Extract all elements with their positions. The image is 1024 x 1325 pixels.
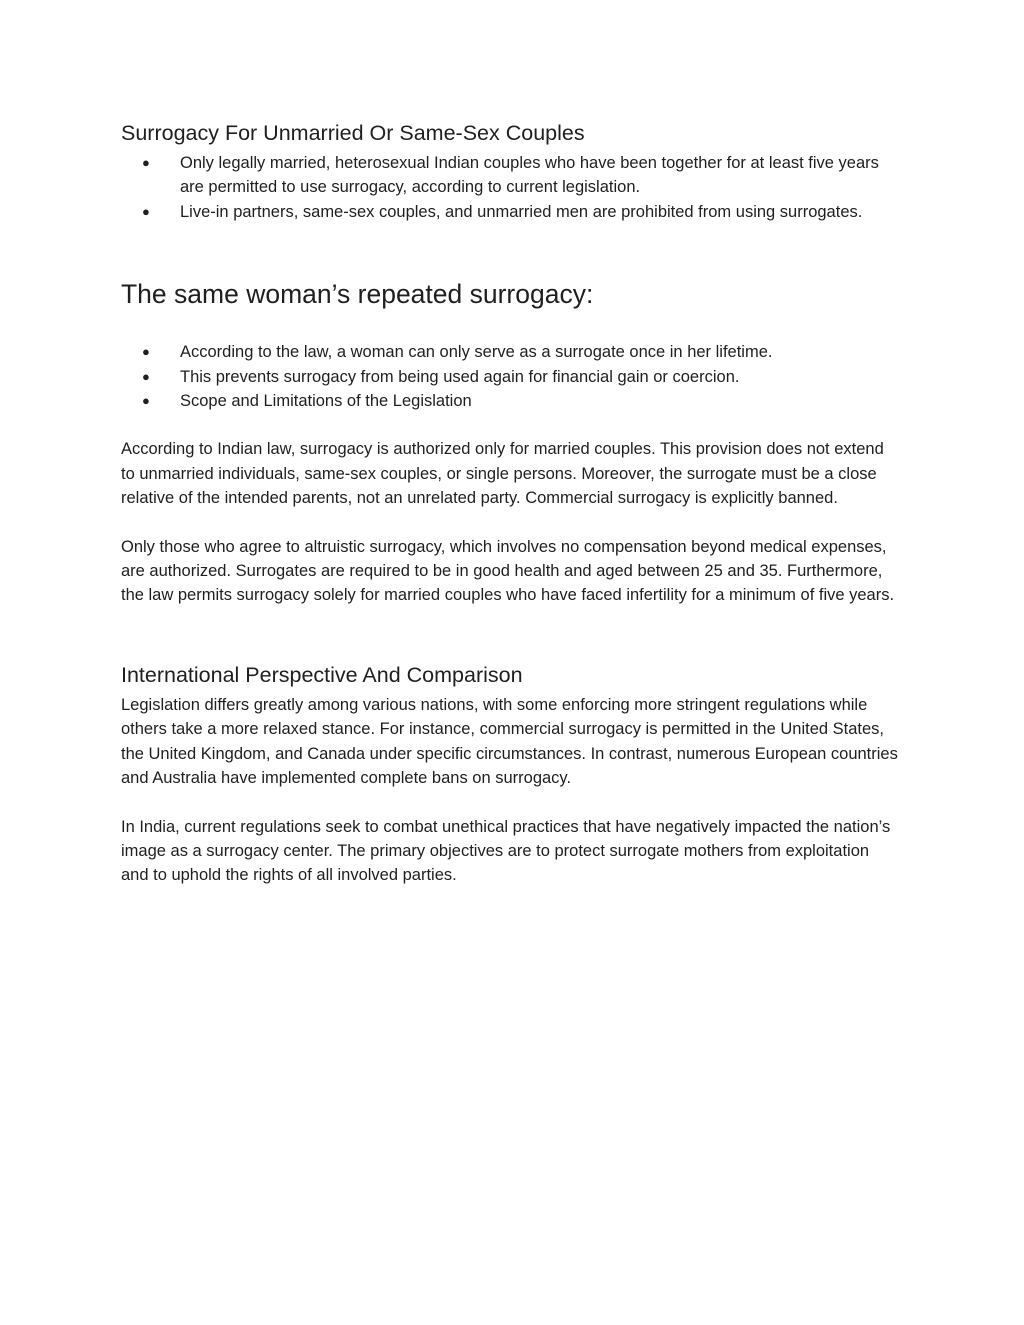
bullet-list-repeated xyxy=(121,340,901,413)
list-item: ● Scope and Limitations of the Legislation xyxy=(121,389,901,413)
document-page xyxy=(121,118,901,888)
section-heading-repeated-surrogacy: The same woman’s repeated surrogacy: xyxy=(121,279,594,310)
bullet-list-unmarried xyxy=(121,151,901,224)
paragraph-india-regulations: In India, current regulations seek to combat unethical practices that have negatively impacted the nation’s image as a surrogacy center. The primary objectives are to protect surrogate mothers from exploitation and to uphold the rights of all involved parties. xyxy=(121,817,891,885)
list-item: ● Only legally married, heterosexual Indian couples who have been together for at least five years are permitted to use surrogacy, according to current legislation. xyxy=(121,151,901,200)
bullet-icon: ● xyxy=(142,368,150,384)
section-heading-unmarried-same-sex: Surrogacy For Unmarried Or Same-Sex Couples xyxy=(121,121,585,145)
bullet-icon: ● xyxy=(142,155,150,170)
list-item: ● This prevents surrogacy from being used again for financial gain or coercion. xyxy=(121,365,901,389)
list-item: ● Live-in partners, same-sex couples, and unmarried men are prohibited from using surrogates. xyxy=(121,200,901,224)
paragraph-international: Legislation differs greatly among various nations, with some enforcing more stringent regulations while others take a more relaxed stance. For instance, commercial surrogacy is permitted in the United States, the United Kingdom, and Canada under specific circumstances. In contrast, numerous European countries and Australia have implemented complete bans on surrogacy. xyxy=(121,695,898,788)
paragraph-altruistic: Only those who agree to altruistic surrogacy, which involves no compensation beyond medical expenses, are authorized. Surrogates are required to be in good health and aged between 25 and 35. Furthermore, the law permits surrogacy solely for married couples who have faced infertility for a minimum of five years. xyxy=(121,537,895,605)
bullet-icon: ● xyxy=(142,393,150,409)
section-heading-international: International Perspective And Comparison xyxy=(121,662,523,687)
bullet-icon: ● xyxy=(142,344,150,360)
bullet-icon: ● xyxy=(142,203,150,219)
paragraph-indian-law: According to Indian law, surrogacy is authorized only for married couples. This provision does not extend to unmarried individuals, same-sex couples, or single persons. Moreover, the surrogate must be a close relative of the intended parents, not an unrelated party. Commercial surrogacy is explicitly banned. xyxy=(121,440,884,508)
list-item: ● According to the law, a woman can only serve as a surrogate once in her lifetime. xyxy=(121,340,901,364)
